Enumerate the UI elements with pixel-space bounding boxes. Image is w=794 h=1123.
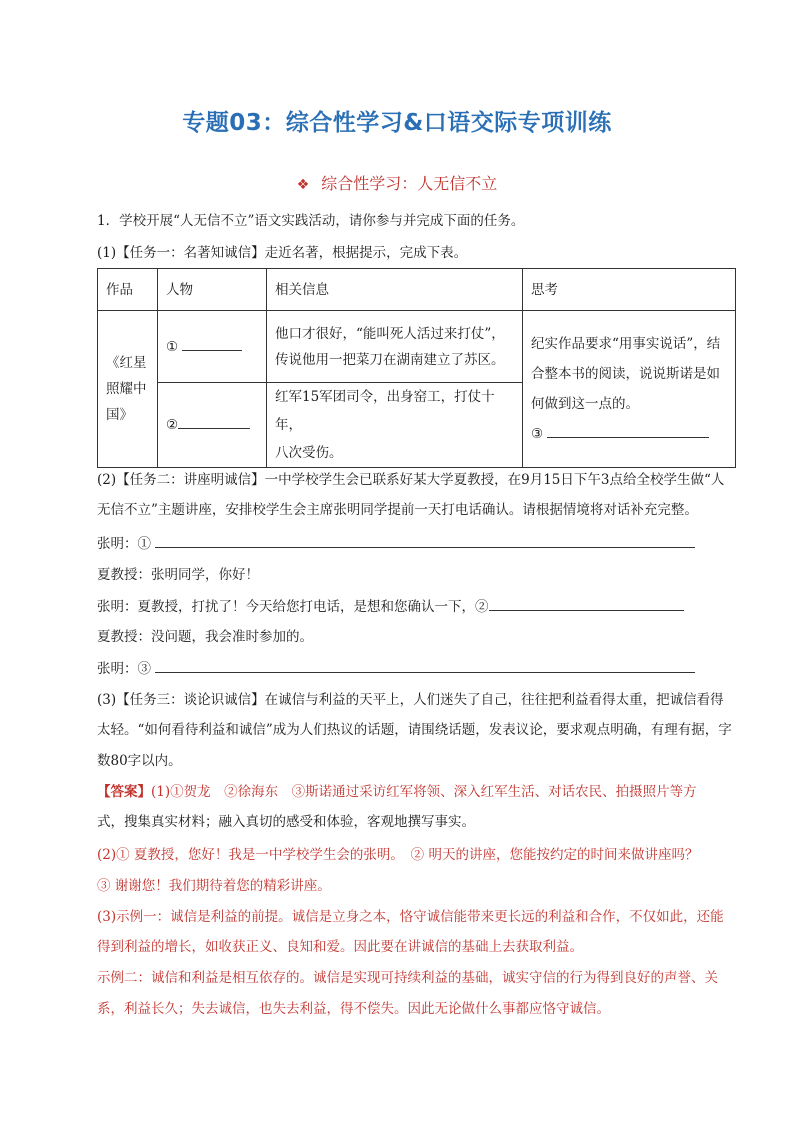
dialogue-blank-3[interactable] xyxy=(155,658,695,673)
dialogue-line-2: 夏教授：张明同学，你好！ xyxy=(97,567,259,583)
task3-prompt-2: 太轻。“如何看待利益和诚信”成为人们热议的话题，请围绕话题，发表议论，要求观点明确，有理有据，字 xyxy=(97,722,732,738)
work-title: 《红星照耀中国》 xyxy=(98,311,158,468)
task3-prompt-3: 数80字以内。 xyxy=(97,753,182,769)
header-character: 人物 xyxy=(158,269,267,311)
page-title: 专题03：综合性学习&口语交际专项训练 xyxy=(182,110,612,136)
dialogue-line-5: 张明：③ xyxy=(97,658,695,679)
answer-blank-1[interactable] xyxy=(182,336,242,351)
header-thinking: 思考 xyxy=(523,269,736,311)
dialogue-blank-2[interactable] xyxy=(489,596,684,611)
works-table xyxy=(97,268,736,468)
dialogue-line-4: 夏教授：没问题，我会准时参加的。 xyxy=(97,629,313,645)
answer-line-2: 式，搜集真实材料；融入真切的感受和体验，客观地撰写事实。 xyxy=(97,814,475,830)
info-1-cell: 他口才很好，“能叫死人活过来打仗”， 传说他用一把菜刀在湖南建立了苏区。 xyxy=(267,311,523,383)
task2-prompt-1: (2)【任务二：讲座明诚信】一中学校学生会已联系好某大学夏教授，在9月15日下午3点给全校学生做“人 xyxy=(97,472,725,488)
answer-blank-2[interactable] xyxy=(178,414,250,429)
subtitle-text: 综合性学习：人无信不立 xyxy=(321,174,498,193)
character-1-cell: ① xyxy=(158,311,267,383)
answer-line-6: 得到利益的增长，如收获正义、良知和爱。因此要在讲诚信的基础上去获取利益。 xyxy=(97,939,583,955)
header-info: 相关信息 xyxy=(267,269,523,311)
thinking-cell: 纪实作品要求“用事实说话”，结 合整本书的阅读，说说斯诺是如 何做到这一点的。 ③ xyxy=(523,311,736,468)
dialogue-blank-1[interactable] xyxy=(155,533,695,548)
answer-blank-3[interactable] xyxy=(547,423,709,438)
task2-prompt-2: 无信不立”主题讲座，安排校学生会主席张明同学提前一天打电话确认。请根据情境将对话补充完整。 xyxy=(97,502,698,518)
task1-prompt: (1)【任务一：名著知诚信】走近名著，根据提示，完成下表。 xyxy=(97,245,468,261)
question-intro: 1．学校开展“人无信不立”语文实践活动，请你参与并完成下面的任务。 xyxy=(97,213,525,229)
header-work: 作品 xyxy=(98,269,158,311)
answer-line-7: 示例二：诚信和利益是相互依存的。诚信是实现可持续利益的基础，诚实守信的行为得到良好的声誉、关 xyxy=(97,970,718,986)
dialogue-line-1: 张明：① xyxy=(97,533,695,554)
answer-line-3: (2)① 夏教授，您好！我是一中学校学生会的张明。 ② 明天的讲座，您能按约定的时间来做讲座吗？ xyxy=(97,847,699,863)
answer-line-4: ③ 谢谢您！我们期待着您的精彩讲座。 xyxy=(97,878,331,894)
answer-line-8: 系，利益长久；失去诚信，也失去利益，得不偿失。因此无论做什么事都应恪守诚信。 xyxy=(97,1001,610,1017)
task3-prompt-1: (3)【任务三：谈论识诚信】在诚信与利益的天平上，人们迷失了自己，往往把利益看得太重，把诚信看得 xyxy=(97,692,724,708)
dialogue-line-3: 张明：夏教授，打扰了！今天给您打电话，是想和您确认一下，② xyxy=(97,596,684,617)
character-2-cell: ② xyxy=(158,383,267,468)
answer-line-1: 【答案】(1)①贺龙 ②徐海东 ③斯诺通过采访红军将领、深入红军生活、对话农民、拍摄照片等方 xyxy=(97,784,697,800)
section-subtitle xyxy=(0,171,794,194)
diamond-icon: ❖ xyxy=(296,177,310,193)
info-2-cell: 红军15军团司令，出身窑工，打仗十年， 八次受伤。 xyxy=(267,383,523,468)
answer-line-5: (3)示例一：诚信是利益的前提。诚信是立身之本，恪守诚信能带来更长远的利益和合作，不仅如此，还能 xyxy=(97,909,724,925)
